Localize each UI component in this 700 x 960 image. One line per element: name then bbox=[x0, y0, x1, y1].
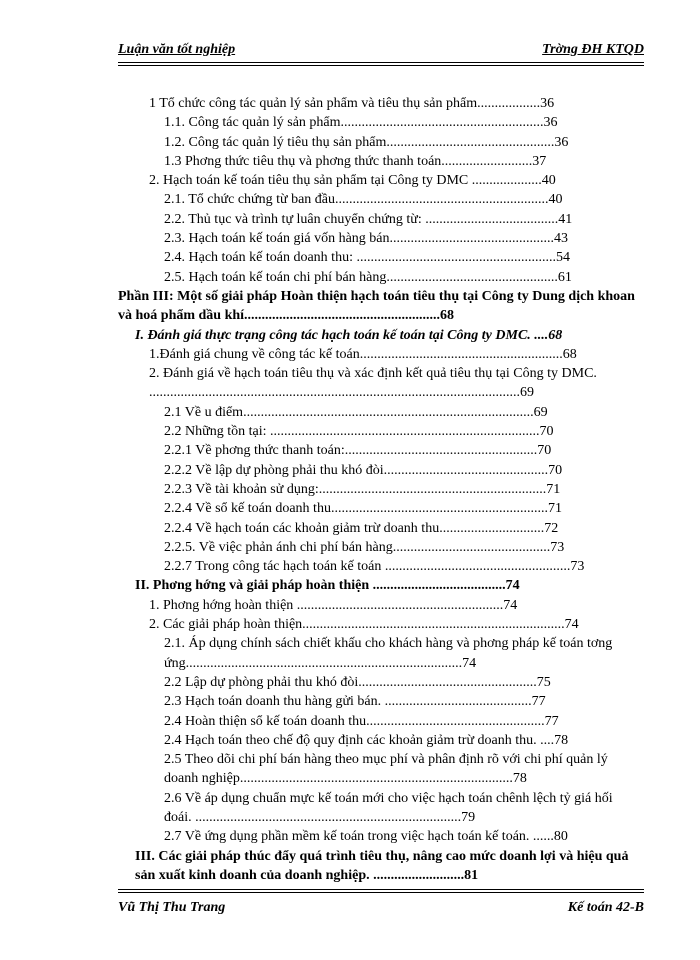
toc-entry-text: III. Các giải pháp thúc đẩy quá trình tiêu thụ, nâng cao mức doanh lợi và hiệu quả sản xuất kinh doanh của doanh nghiệp. ..........................81 bbox=[135, 848, 629, 883]
toc-entry bbox=[118, 712, 638, 731]
toc-entry-text: 2.5 Theo dõi chi phí bán hàng theo mục phí và phân định rõ với chi phí quản lý doanh nghiệp..............................................................................78 bbox=[164, 752, 608, 787]
toc-entry-text: 2.3. Hạch toán kế toán giá vốn hàng bán...............................................43 bbox=[164, 231, 568, 247]
toc-entry-text: 1.Đánh giá chung về công tác kế toán..........................................................68 bbox=[149, 346, 577, 362]
toc-entry bbox=[118, 133, 638, 152]
toc-entry bbox=[118, 171, 638, 190]
toc-entry bbox=[118, 596, 638, 615]
toc-entry-text: 2.5. Hạch toán kế toán chi phí bán hàng.................................................61 bbox=[164, 269, 572, 285]
toc-entry bbox=[118, 827, 638, 846]
toc-entry-text: 2.2.2 Về lập dự phòng phải thu khó đòi...............................................70 bbox=[164, 462, 563, 478]
toc-entry bbox=[118, 345, 638, 364]
toc-entry-text: 1.3 Phơng thức tiêu thụ và phơng thức thanh toán..........................37 bbox=[164, 153, 547, 169]
toc-entry bbox=[118, 519, 638, 538]
toc-entry-text: 1.1. Công tác quản lý sản phẩm..........................................................36 bbox=[164, 115, 558, 131]
toc-entry bbox=[118, 248, 638, 267]
header-university: Trờng ĐH KTQD bbox=[542, 42, 644, 57]
toc-entry-text: 1.2. Công tác quản lý tiêu thụ sản phẩm................................................36 bbox=[164, 134, 569, 150]
footer-rule-thin bbox=[118, 889, 644, 890]
footer-author: Vũ Thị Thu Trang bbox=[118, 900, 226, 915]
toc-entry-text: 2.1. Tổ chức chứng từ ban đầu.............................................................40 bbox=[164, 192, 563, 208]
toc-entry bbox=[118, 576, 638, 595]
toc-entry-text: 2.1. Áp dụng chính sách chiết khấu cho khách hàng và phơng pháp kế toán tơng ứng...............................................................................74 bbox=[164, 636, 613, 671]
toc-entry-text: 2.2.3 Về tài khoản sử dụng:.................................................................71 bbox=[164, 481, 561, 497]
toc-entry bbox=[118, 268, 638, 287]
toc-entry-text: 2.2.4 Về hạch toán các khoản giảm trừ doanh thu..............................72 bbox=[164, 520, 559, 536]
toc-entry bbox=[118, 480, 638, 499]
header-rule bbox=[118, 62, 644, 63]
toc-entry-text: 2.4. Hạch toán kế toán doanh thu: .........................................................54 bbox=[164, 250, 570, 266]
toc-entry bbox=[118, 499, 638, 518]
toc-entry-text: 2.3 Hạch toán doanh thu hàng gửi bán. ..........................................77 bbox=[164, 694, 546, 710]
header-thesis-title: Luận văn tốt nghiệp bbox=[118, 42, 236, 57]
toc-entry-text: 1. Phơng hớng hoàn thiện ...........................................................74 bbox=[149, 597, 518, 613]
toc-entry bbox=[118, 615, 638, 634]
toc-entry-text: 2.7 Về ứng dụng phần mềm kế toán trong việc hạch toán kế toán. ......80 bbox=[164, 829, 568, 845]
toc-entry-text: II. Phơng hớng và giải pháp hoàn thiện ......................................74 bbox=[135, 578, 520, 594]
toc-entry bbox=[118, 441, 638, 460]
toc-entry bbox=[118, 364, 638, 403]
toc-entry bbox=[118, 731, 638, 750]
toc-entry-text: I. Đánh giá thực trạng công tác hạch toán kế toán tại Công ty DMC. ....68 bbox=[135, 327, 563, 343]
toc-entry-text: 2.1 Về u điểm...................................................................................69 bbox=[164, 404, 548, 420]
toc-entry bbox=[118, 692, 638, 711]
toc-entry bbox=[118, 210, 638, 229]
toc-entry bbox=[118, 190, 638, 209]
toc-entry-text: 2.2.5. Về việc phản ánh chi phí bán hàng.............................................73 bbox=[164, 539, 565, 555]
toc-entry-text: 2. Các giải pháp hoàn thiện...........................................................................74 bbox=[149, 617, 579, 633]
page-header bbox=[118, 40, 644, 62]
toc-entry bbox=[118, 557, 638, 576]
table-of-contents bbox=[118, 94, 638, 885]
toc-entry bbox=[118, 403, 638, 422]
toc-entry bbox=[118, 673, 638, 692]
toc-entry bbox=[118, 847, 638, 886]
footer-rule bbox=[118, 892, 644, 893]
toc-entry-text: 2.2.7 Trong công tác hạch toán kế toán .....................................................73 bbox=[164, 559, 585, 575]
toc-entry-text: Phần III: Một số giải pháp Hoàn thiện hạch toán tiêu thụ tại Công ty Dung dịch khoan và hoá phẩm dầu khí........................................................68 bbox=[118, 288, 635, 324]
toc-entry bbox=[118, 750, 638, 789]
toc-entry-text: 2.4 Hạch toán theo chế độ quy định các khoản giảm trừ doanh thu. ....78 bbox=[164, 732, 569, 748]
toc-entry-text: 2.2.4 Về sổ kế toán doanh thu..............................................................71 bbox=[164, 501, 562, 517]
toc-entry bbox=[118, 229, 638, 248]
toc-entry bbox=[118, 634, 638, 673]
toc-entry-text: 2.2.1 Về phơng thức thanh toán:.......................................................70 bbox=[164, 443, 552, 459]
toc-entry-text: 2.4 Hoàn thiện sổ kế toán doanh thu...................................................77 bbox=[164, 713, 559, 729]
toc-entry-text: 2. Hạch toán kế toán tiêu thụ sản phẩm tại Công ty DMC ....................40 bbox=[149, 173, 556, 189]
footer-class: Kế toán 42-B bbox=[567, 900, 644, 915]
toc-entry-text: 2.2. Thủ tục và trình tự luân chuyển chứng từ: ......................................41 bbox=[164, 211, 573, 227]
toc-entry bbox=[118, 461, 638, 480]
toc-entry bbox=[118, 287, 638, 326]
toc-entry bbox=[118, 113, 638, 132]
toc-entry-text: 2.2 Những tồn tại: .............................................................................70 bbox=[164, 424, 554, 440]
toc-entry bbox=[118, 422, 638, 441]
toc-entry bbox=[118, 94, 638, 113]
toc-entry-text: 1 Tổ chức công tác quản lý sản phẩm và tiêu thụ sản phẩm..................36 bbox=[149, 96, 555, 111]
toc-entry bbox=[118, 326, 638, 345]
toc-entry-text: 2. Đánh giá về hạch toán tiêu thụ và xác định kết quả tiêu thụ tại Công ty DMC. ..........................................................................................................69 bbox=[149, 366, 597, 401]
toc-entry bbox=[118, 789, 638, 828]
header-rule-thin bbox=[118, 65, 644, 66]
toc-entry bbox=[118, 538, 638, 557]
toc-entry-text: 2.2 Lập dự phòng phải thu khó đòi...................................................75 bbox=[164, 674, 551, 690]
page-footer bbox=[118, 898, 644, 920]
toc-entry-text: 2.6 Về áp dụng chuẩn mực kế toán mới cho việc hạch toán chênh lệch tỷ giá hối đoái. ............................................................................79 bbox=[164, 790, 613, 825]
toc-entry bbox=[118, 152, 638, 171]
